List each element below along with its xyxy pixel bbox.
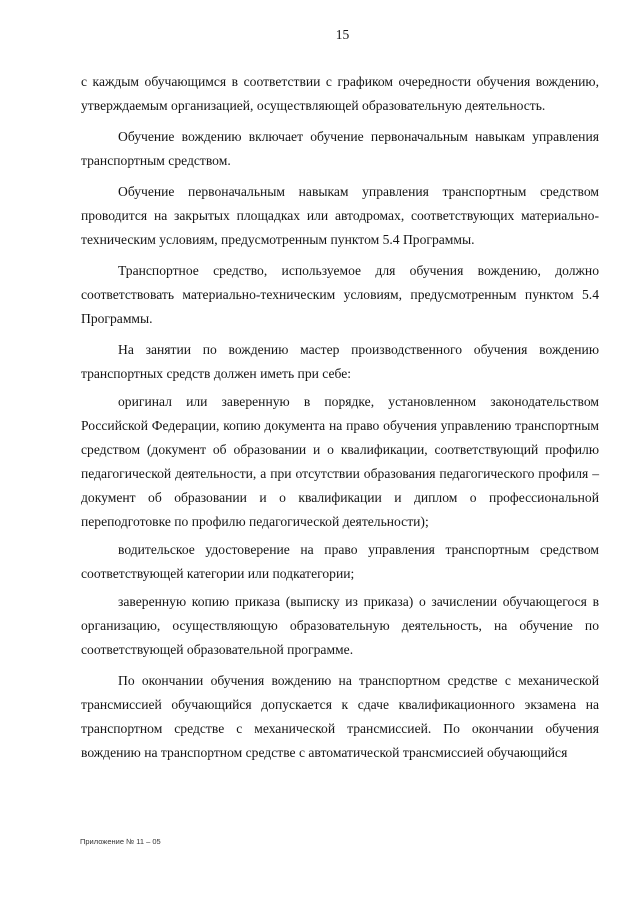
paragraph-instructor-documents: На занятии по вождению мастер производственного обучения вождению транспортных средств должен иметь при себе: (81, 342, 599, 381)
paragraph-initial-skills: Обучение первоначальным навыкам управления транспортным средством проводится на закрытых площадках или автодромах, соответствующих материально-техническим условиям, предусмотренным пунктом 5.4 Программы. (81, 184, 599, 247)
paragraph-continuation: с каждым обучающимся в соответствии с графиком очередности обучения вождению, утверждаемым организацией, осуществляющей образовательную деятельность. (81, 74, 599, 113)
paragraph-exam-admission: По окончании обучения вождению на транспортном средстве с механической трансмиссией обучающийся допускается к сдаче квалификационного экзамена на транспортном средстве с механической трансмиссией. По окончании обучения вождению на транспортном средстве с автоматической трансмиссией обучающийся (81, 673, 599, 760)
list-item-driver-license: водительское удостоверение на право управления транспортным средством соответствующей категории или подкатегории; (81, 542, 599, 581)
list-item-training-right-document: оригинал или заверенную в порядке, установленном законодательством Российской Федерации, копию документа на право обучения управлению транспортным средством (документ об образовании и о квалификации, соответствующий профилю педагогической деятельности, а при отсутствии образования педагогического профиля – документ об образовании и о квалификации и диплом о профессиональной переподготовке по профилю педагогической деятельности); (81, 394, 599, 529)
document-body (81, 70, 599, 772)
paragraph-vehicle-requirements: Транспортное средство, используемое для обучения вождению, должно соответствовать материально-техническим условиям, предусмотренным пунктом 5.4 Программы. (81, 263, 599, 326)
page-number: 15 (335, 27, 350, 42)
paragraph-driving-training: Обучение вождению включает обучение первоначальным навыкам управления транспортным средством. (81, 129, 599, 168)
list-item-enrollment-order: заверенную копию приказа (выписку из приказа) о зачислении обучающегося в организацию, осуществляющую образовательную деятельность, на обучение по соответствующей образовательной программе. (81, 594, 599, 657)
page-footer: Приложение № 11 – 05 (80, 837, 161, 846)
